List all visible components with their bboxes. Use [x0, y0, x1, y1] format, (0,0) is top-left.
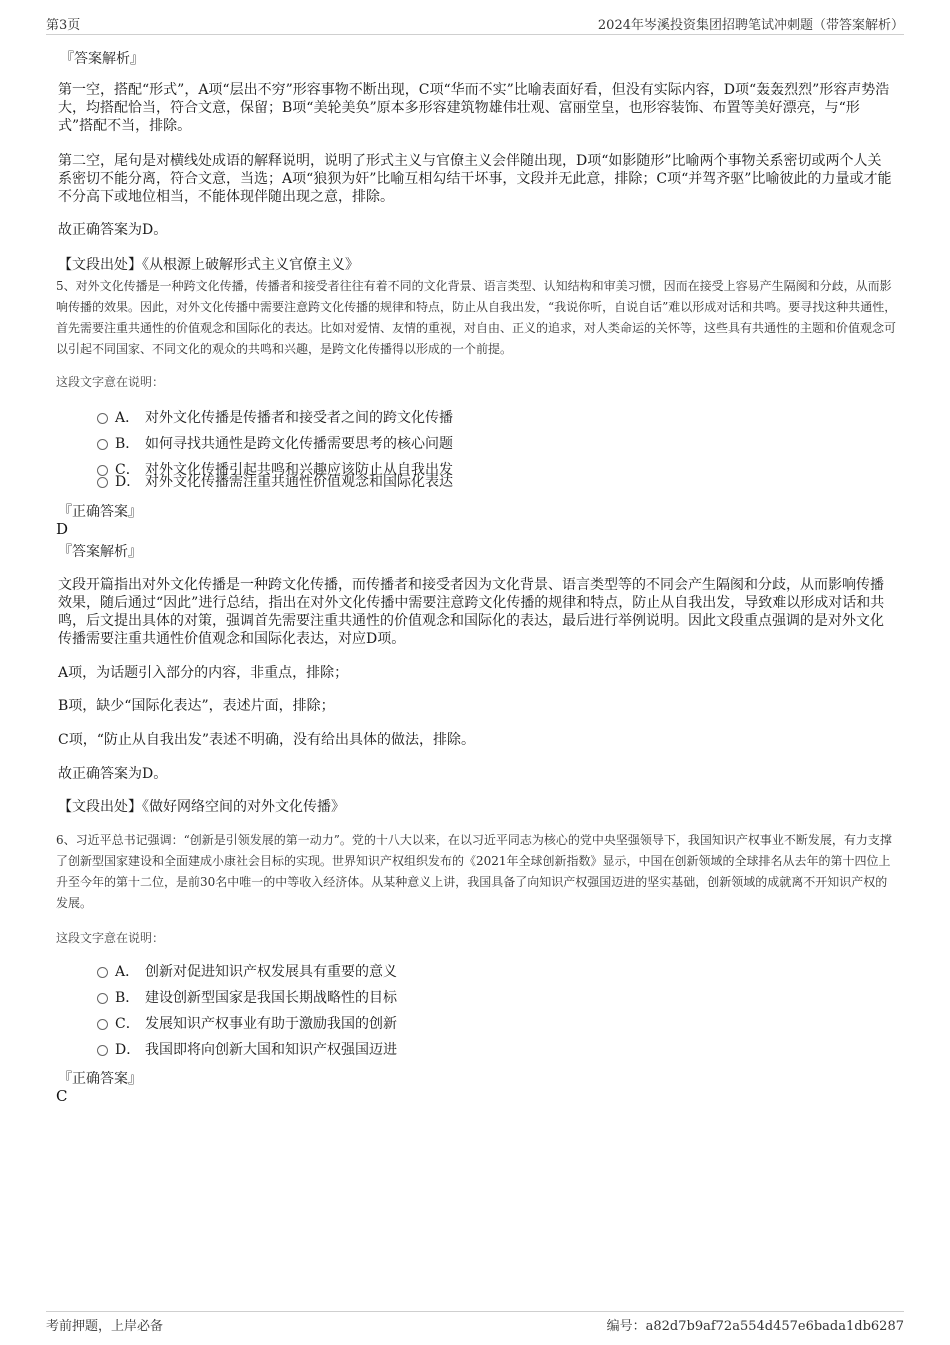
radio-icon[interactable]: [97, 967, 108, 978]
option-text: 创新对促进知识产权发展具有重要的意义: [145, 964, 397, 980]
radio-icon[interactable]: [97, 993, 108, 1004]
option-letter: C．: [115, 1016, 140, 1032]
option-text: 对外文化传播引起共鸣和兴趣应该防止从自我出发: [145, 462, 453, 478]
q4-source: 【文段出处】《从根源上破解形式主义官僚主义》: [58, 257, 359, 273]
q6-question-text: 6、习近平总书记强调：“创新是引领发展的第一动力”。党的十八大以来，在以习近平同志为核心的党中央坚强领导下，我国知识产权事业不断发展，有力支撑了创新型国家建设和全面建成小康社会目标的实现。世界知识产权组织发布的《2021年全球创新指数》显示，中国在创新领域的全球排名从去年的第十四位上升至今年的第十二位，是前30名中唯一的中等收入经济体。从某种意义上讲，我国具备了向知识产权强国迈进的坚实基础，创新领域的成就离不开知识产权的发展。: [56, 833, 892, 910]
document-id: 编号：a82d7b9af72a554d457e6bada1db6287: [606, 1319, 904, 1334]
radio-icon[interactable]: [97, 477, 108, 488]
page-header: [46, 12, 904, 35]
q6-prompt: 这段文字意在说明：: [56, 931, 165, 945]
q4-analysis-paragraph-1: 第一空，搭配“形式”，A项“层出不穷”形容事物不断出现，C项“华而不实”比喻表面好看，但没有实际内容，D项“轰轰烈烈”形容声势浩大，均搭配恰当，符合文意，保留；B项“美轮美奂”原本多形容建筑物雄伟壮观、富丽堂皇，也形容装饰、布置等美好漂亮，与“形式”搭配不当，排除。: [58, 82, 890, 134]
option-letter: A．: [115, 410, 140, 426]
q5-question-text: 5、对外文化传播是一种跨文化传播，传播者和接受者往往有着不同的文化背景、语言类型、认知结构和审美习惯，因而在接受上容易产生隔阂和分歧，从而影响传播的效果。因此，对外文化传播中需要注意跨文化传播的规律和特点，防止从自我出发，“我说你听，自说自话”难以形成对话和共鸣。要寻找这种共通性，首先需要注重共通性的价值观念和国际化的表达。比如对爱情、友情的重视，对自由、正义的追求，对人类命运的关怀等，这些具有共通性的主题和价值观念可以引起不同国家、不同文化的观众的共鸣和兴趣，是跨文化传播得以形成的一个前提。: [56, 279, 897, 356]
page-footer: [46, 1311, 904, 1334]
q4-analysis-label: 『答案解析』: [60, 51, 144, 67]
radio-icon[interactable]: [97, 465, 108, 476]
q6-correct-answer: C: [56, 1087, 68, 1105]
q5-prompt: 这段文字意在说明：: [56, 375, 165, 389]
page-number: 第3页: [46, 18, 81, 33]
option-letter: D．: [115, 1042, 141, 1058]
radio-icon[interactable]: [97, 1045, 108, 1056]
q6-answer-label: 『正确答案』: [58, 1071, 142, 1087]
q5-analysis-a: A项，为话题引入部分的内容，非重点，排除；: [58, 665, 349, 681]
option-letter: B．: [115, 436, 140, 452]
q5-analysis-c: C项，“防止从自我出发”表述不明确，没有给出具体的做法，排除。: [58, 732, 476, 748]
q5-analysis-label: 『答案解析』: [58, 544, 142, 560]
option-letter: B．: [115, 990, 140, 1006]
option-letter: A．: [115, 964, 140, 980]
q4-conclusion: 故正确答案为D。: [58, 222, 168, 238]
radio-icon[interactable]: [97, 413, 108, 424]
option-text: 建设创新型国家是我国长期战略性的目标: [145, 990, 397, 1006]
option-text: 对外文化传播需注重共通性价值观念和国际化表达: [145, 474, 453, 490]
option-text: 我国即将向创新大国和知识产权强国迈进: [145, 1042, 397, 1058]
footer-slogan: 考前押题，上岸必备: [46, 1319, 164, 1334]
option-text: 对外文化传播是传播者和接受者之间的跨文化传播: [145, 410, 453, 426]
option-letter: D．: [115, 474, 141, 490]
radio-icon[interactable]: [97, 1019, 108, 1030]
option-letter: C．: [115, 462, 140, 478]
option-text: 发展知识产权事业有助于激励我国的创新: [145, 1016, 397, 1032]
option-text: 如何寻找共通性是跨文化传播需要思考的核心问题: [145, 436, 453, 452]
radio-icon[interactable]: [97, 439, 108, 450]
q5-correct-answer: D: [56, 520, 69, 538]
q5-analysis-b: B项，缺少“国际化表达”，表述片面，排除；: [58, 698, 335, 714]
q5-source: 【文段出处】《做好网络空间的对外文化传播》: [58, 799, 345, 815]
q5-answer-label: 『正确答案』: [58, 504, 142, 520]
document-title: 2024年岑溪投资集团招聘笔试冲刺题（带答案解析）: [597, 18, 904, 33]
q4-analysis-paragraph-2: 第二空，尾句是对横线处成语的解释说明，说明了形式主义与官僚主义会伴随出现，D项“如影随形”比喻两个事物关系密切或两个人关系密切不能分离，符合文意，当选；A项“狼狈为奸”比喻互相勾结干坏事，文段并无此意，排除；C项“并驾齐驱”比喻彼此的力量或才能不分高下或地位相当，不能体现伴随出现之意，排除。: [58, 153, 892, 205]
q5-conclusion: 故正确答案为D。: [58, 766, 168, 782]
q5-analysis-paragraph-1: 文段开篇指出对外文化传播是一种跨文化传播，而传播者和接受者因为文化背景、语言类型等的不同会产生隔阂和分歧，从而影响传播效果，随后通过“因此”进行总结，指出在对外文化传播中需要注意跨文化传播的规律和特点，防止从自我出发，导致难以形成对话和共鸣，后文提出具体的对策，强调首先需要注重共通性的价值观念和国际化的表达，最后进行举例说明。因此文段重点强调的是对外文化传播需要注重共通性价值观念和国际化表达，对应D项。: [58, 577, 885, 647]
